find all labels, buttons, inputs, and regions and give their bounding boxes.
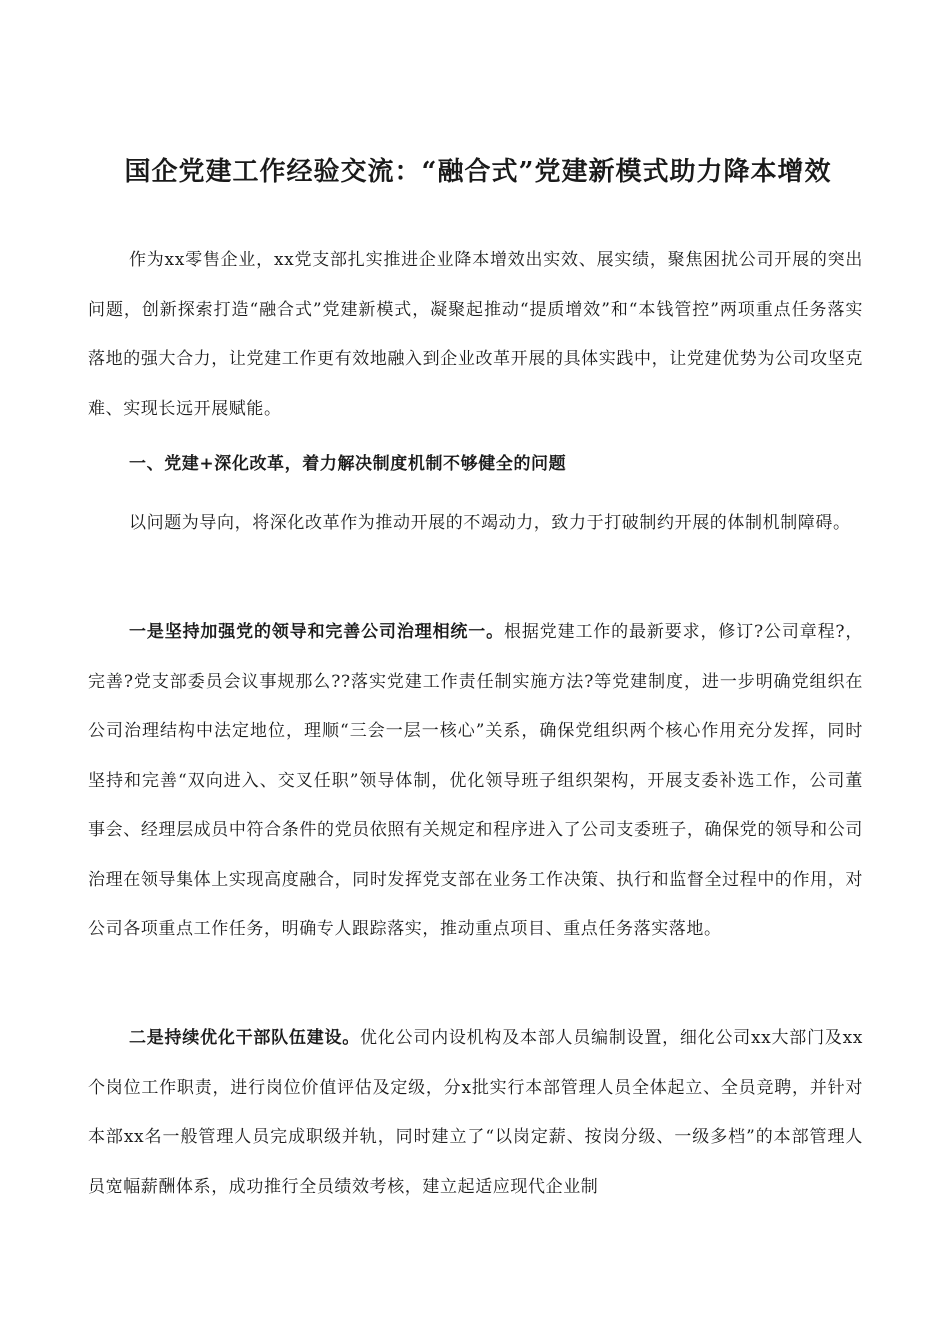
document-title: 国企党建工作经验交流：“融合式”党建新模式助力降本增效 <box>124 157 832 187</box>
point-two-paragraph <box>88 1014 863 1212</box>
point-two-lead: 二是持续优化干部队伍建设。 <box>129 1028 361 1048</box>
point-two-body: 优化公司内设机构及本部人员编制设置，细化公司xx大部门及xx个岗位工作职责，进行岗位价值评估及定级，分x批实行本部管理人员全体起立、全员竞聘，并针对本部xx名一般管理人员完成职级并轨，同时建立了“以岗定薪、按岗分级、一级多档”的本部管理人员宽幅薪酬体系，成功推行全员绩效考核，建立起适应现代企业制 <box>88 1028 863 1197</box>
point-one-lead: 一是坚持加强党的领导和完善公司治理相统一。 <box>129 622 505 642</box>
section-heading: 一、党建+深化改革，着力解决制度机制不够健全的问题 <box>129 454 567 474</box>
intro-paragraph: 作为xx零售企业，xx党支部扎实推进企业降本增效出实效、展实绩，聚焦困扰公司开展的突出问题，创新探索打造“融合式”党建新模式，凝聚起推动“提质增效”和“本钱管控”两项重点任务落实落地的强大合力，让党建工作更有效地融入到企业改革开展的具体实践中，让党建优势为公司攻坚克难、实现长远开展赋能。 <box>88 250 863 419</box>
section-intro-paragraph: 以问题为导向，将深化改革作为推动开展的不竭动力，致力于打破制约开展的体制机制障碍。 <box>129 513 851 533</box>
point-one-paragraph <box>88 608 863 955</box>
point-one-body: 根据党建工作的最新要求，修订?公司章程?，完善?党支部委员会议事规那么??落实党建工作责任制实施方法?等党建制度，进一步明确党组织在公司治理结构中法定地位，理顺“三会一层一核心”关系，确保党组织两个核心作用充分发挥，同时坚持和完善“双向进入、交叉任职”领导体制，优化领导班子组织架构，开展支委补选工作，公司董事会、经理层成员中符合条件的党员依照有关规定和程序进入了公司支委班子，确保党的领导和公司治理在领导集体上实现高度融合，同时发挥党支部在业务工作决策、执行和监督全过程中的作用，对公司各项重点工作任务，明确专人跟踪落实，推动重点项目、重点任务落实落地。 <box>88 622 863 939</box>
